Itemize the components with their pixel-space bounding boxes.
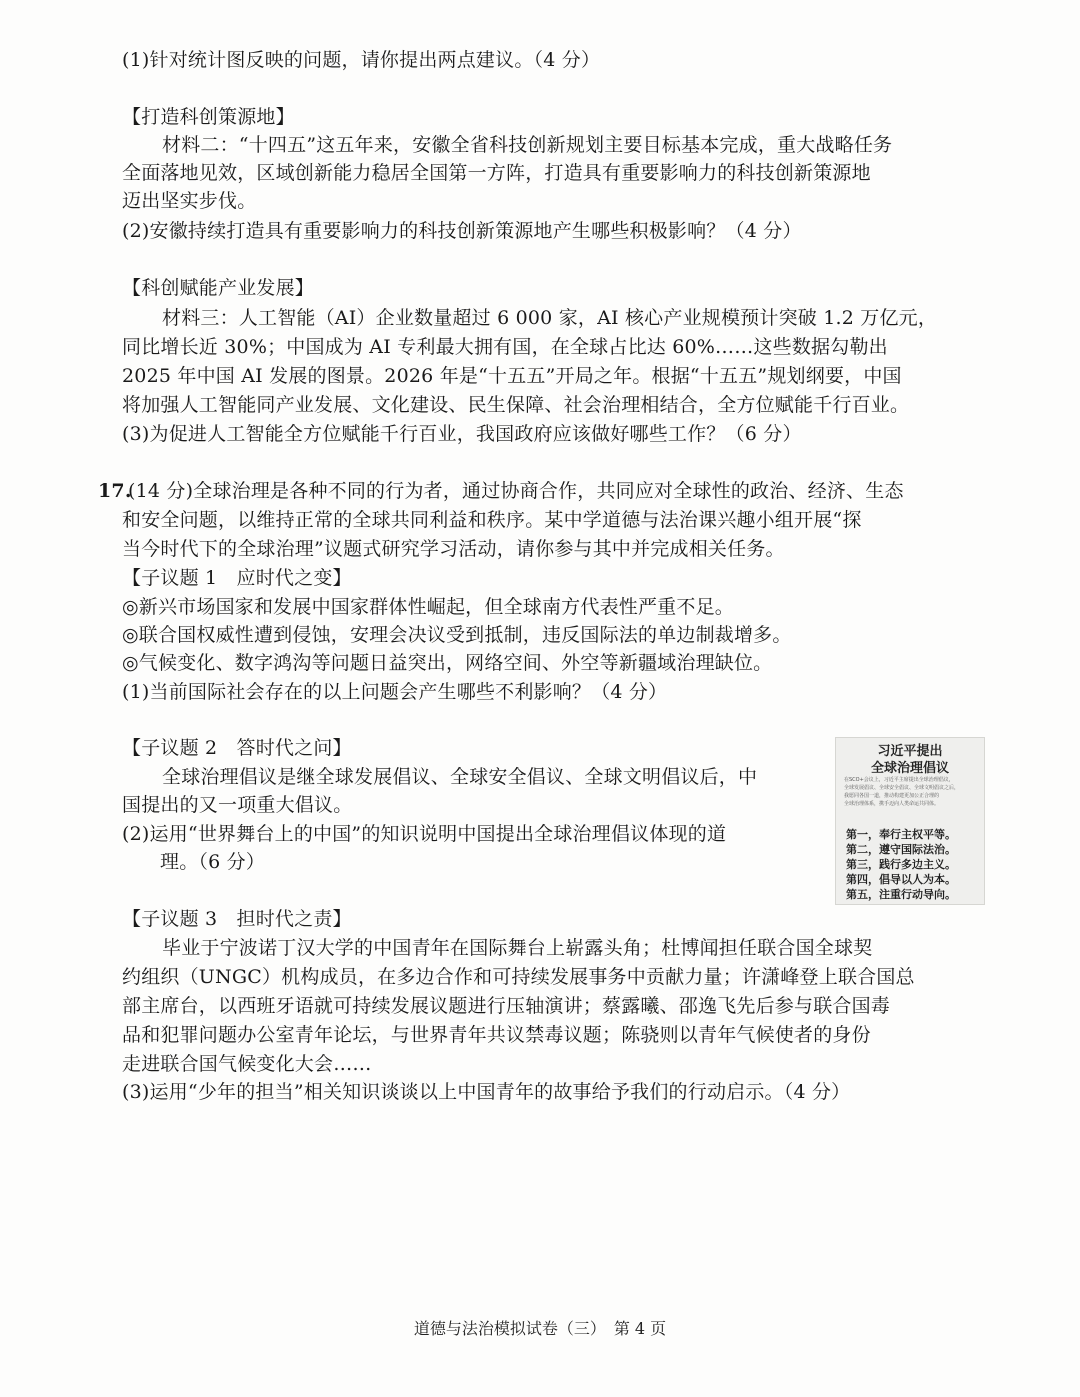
subtopic-3-heading: 【子议题 3 担时代之责】 [122, 908, 352, 930]
question-16-3: (3)为促进人工智能全方位赋能千行百业，我国政府应该做好哪些工作？（6 分） [122, 423, 802, 445]
question-17-2-line-2: 理。（6 分） [160, 851, 266, 873]
subtopic-3-text-3: 部主席台，以西班牙语就可持续发展议题进行压轴演讲；蔡露曦、邵逸飞先后参与联合国毒 [122, 995, 891, 1017]
subtopic-2-text-1: 全球治理倡议是继全球发展倡议、全球安全倡议、全球文明倡议后，中 [162, 766, 758, 788]
inset-item-5: 第五，注重行动导向。 [846, 888, 956, 901]
material-3-line-1: 材料三：人工智能（AI）企业数量超过 6 000 家，AI 核心产业规模预计突破 1.2 万亿元， [162, 307, 938, 329]
question-17-number: 17. [98, 480, 132, 502]
subtopic-1-bullet-2: ◎联合国权威性遭到侵蚀，安理会决议受到抵制，违反国际法的单边制裁增多。 [122, 624, 792, 646]
inset-item-2: 第二，遵守国际法治。 [846, 843, 956, 856]
question-16-2: (2)安徽持续打造具有重要影响力的科技创新策源地产生哪些积极影响？（4 分） [122, 220, 802, 242]
inset-body-4: 全球治理体系，携手迈向人类命运共同体。 [844, 801, 940, 807]
subtopic-3-text-4: 品和犯罪问题办公室青年论坛，与世界青年共议禁毒议题；陈骁则以青年气候使者的身份 [122, 1024, 871, 1046]
subtopic-2-text-2: 国提出的又一项重大倡议。 [122, 794, 353, 816]
material-2-line-2: 全面落地见效，区域创新能力稳居全国第一方阵，打造具有重要影响力的科技创新策源地 [122, 162, 871, 184]
inset-item-4: 第四，倡导以人为本。 [846, 873, 956, 886]
inset-item-1: 第一，奉行主权平等。 [846, 828, 956, 841]
subtopic-1-bullet-3: ◎气候变化、数字鸿沟等问题日益突出，网络空间、外空等新疆域治理缺位。 [122, 652, 773, 674]
governance-initiative-image [835, 737, 985, 905]
subtopic-3-text-2: 约组织（UNGC）机构成员，在多边合作和可持续发展事务中贡献力量；许潇峰登上联合国总 [122, 966, 915, 988]
question-17-intro-1: (14 分)全球治理是各种不同的行为者，通过协商合作，共同应对全球性的政治、经济、生态 [128, 480, 904, 502]
material-3-line-3: 2025 年中国 AI 发展的图景。2026 年是“十五五”开局之年。根据“十五五”规划纲要，中国 [122, 365, 902, 387]
question-16-1: (1)针对统计图反映的问题，请你提出两点建议。（4 分） [122, 49, 601, 71]
question-17-3: (3)运用“少年的担当”相关知识谈谈以上中国青年的故事给予我们的行动启示。（4 分） [122, 1081, 851, 1103]
question-17-intro-3: 当今时代下的全球治理”议题式研究学习活动，请你参与其中并完成相关任务。 [122, 538, 785, 560]
material-3-line-2: 同比增长近 30%；中国成为 AI 专利最大拥有国，在全球占比达 60%……这些数据勾勒出 [122, 336, 888, 358]
question-17-intro-2: 和安全问题，以维持正常的全球共同利益和秩序。某中学道德与法治课兴趣小组开展“探 [122, 509, 862, 531]
material-3-line-4: 将加强人工智能同产业发展、文化建设、民生保障、社会治理相结合，全方位赋能千行百业。 [122, 394, 910, 416]
inset-title-line-2: 全球治理倡议 [870, 761, 949, 776]
question-17-1: (1)当前国际社会存在的以上问题会产生哪些不利影响？（4 分） [122, 681, 668, 703]
section-heading-innovation-source: 【打造科创策源地】 [122, 106, 295, 128]
subtopic-3-text-1: 毕业于宁波诺丁汉大学的中国青年在国际舞台上崭露头角；杜博闻担任联合国全球契 [162, 937, 873, 959]
inset-title-line-1: 习近平提出 [877, 744, 943, 759]
inset-body-3: 我愿同各国一道，推动构建更加公正合理的 [844, 793, 940, 799]
inset-body-1: 在SCO+会议上，习近平主席提出全球治理倡议， [844, 777, 954, 783]
question-17-2-line-1: (2)运用“世界舞台上的中国”的知识说明中国提出全球治理倡议体现的道 [122, 823, 727, 845]
material-2-line-3: 迈出坚实步伐。 [122, 190, 257, 212]
subtopic-2-heading: 【子议题 2 答时代之问】 [122, 737, 352, 759]
page-footer: 道德与法治模拟试卷（三） 第 4 页 [413, 1319, 667, 1338]
subtopic-3-text-5: 走进联合国气候变化大会…… [122, 1053, 372, 1075]
inset-item-3: 第三，践行多边主义。 [846, 858, 956, 871]
subtopic-1-bullet-1: ◎新兴市场国家和发展中国家群体性崛起，但全球南方代表性严重不足。 [122, 596, 734, 618]
inset-body-2: 全球发展倡议、全球安全倡议、全球文明倡议之后， [844, 785, 960, 791]
material-2-line-1: 材料二：“十四五”这五年来，安徽全省科技创新规划主要目标基本完成，重大战略任务 [162, 134, 893, 156]
subtopic-1-heading: 【子议题 1 应时代之变】 [122, 567, 352, 589]
section-heading-industry: 【科创赋能产业发展】 [122, 277, 315, 299]
